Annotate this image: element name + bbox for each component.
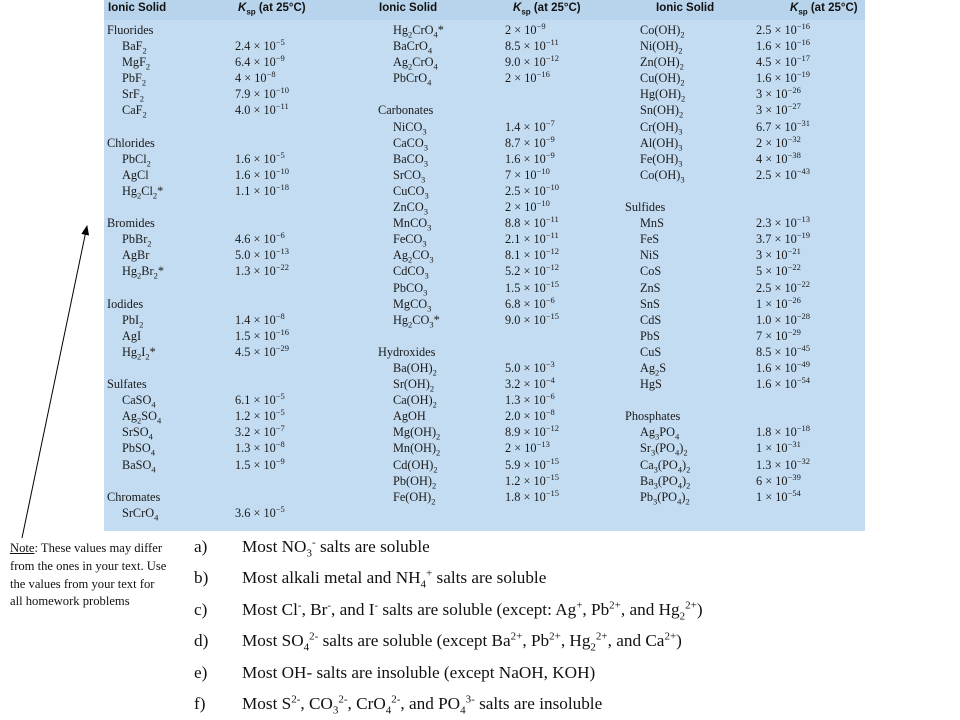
ksp-value: $4 \times 10^{-38}$	[756, 149, 801, 166]
compound-name: $Al(OH)_3$	[640, 135, 683, 153]
compound-name: CaSO$_4$	[122, 393, 156, 410]
compound-name: SrCO$_3$	[393, 167, 426, 185]
note-label: Note	[10, 541, 35, 555]
ksp-value: $7 \times 10^{-10}$	[505, 165, 550, 182]
note-body: : These values may differ from the ones in your text. Use the values from your text for all homework problems	[10, 541, 167, 609]
ksp-value: $2 \times 10^{-13}$	[505, 439, 550, 456]
ksp-value: $7 \times 10^{-29}$	[756, 326, 801, 343]
ksp-value: $2 \times 10^{-10}$	[505, 197, 550, 215]
compound-name: FeS	[640, 232, 660, 247]
category-label: Bromides	[107, 216, 155, 231]
compound-name: MgF$_2$	[122, 55, 151, 72]
ksp-value: $1.3 \times 10^{-32}$	[756, 455, 811, 472]
ksp-value: $1.5 \times 10^{-15}$	[505, 278, 560, 295]
ksp-value: $6.7 \times 10^{-31}$	[756, 117, 811, 134]
compound-name: ZnCO$_3$	[393, 200, 428, 217]
rule-letter: e)	[194, 662, 208, 682]
compound-name: CoS	[640, 264, 662, 279]
ksp-value: $9.0 \times 10^{-15}$	[505, 310, 560, 327]
ksp-value: $8.1 \times 10^{-12}$	[505, 246, 560, 263]
compound-name: CaCO$_3$	[393, 135, 428, 153]
compound-name: $Pb_3(PO_4)_2$	[640, 489, 690, 507]
compound-name: SnS	[640, 296, 660, 311]
compound-name: HgS	[640, 377, 662, 392]
ksp-value: $5 \times 10^{-22}$	[756, 262, 801, 279]
header-ionic-solid-2: Ionic Solid	[379, 2, 438, 14]
ksp-value: $3 \times 10^{-27}$	[756, 101, 801, 118]
compound-name: $Co(OH)_3$	[640, 167, 685, 185]
ksp-value: $8.5 \times 10^{-45}$	[756, 342, 811, 359]
compound-name: $Hg_2Br_2*$	[122, 264, 164, 281]
rule-text: Most $NO_3^-$ salts are soluble	[242, 536, 430, 560]
compound-name: MnS	[640, 216, 664, 231]
compound-name: $Ag_2CrO_4$	[393, 55, 438, 72]
ksp-value: $5.0 \times 10^{-3}$	[505, 358, 555, 375]
compound-name: NiCO$_3$	[393, 119, 427, 137]
compound-name: CdCO$_3$	[393, 264, 429, 281]
compound-name: AgOH	[393, 409, 426, 424]
compound-name: $Fe(OH)_3$	[640, 151, 683, 169]
compound-name: $Mg(OH)_2$	[393, 425, 441, 442]
header-ksp-1: $K_{sp}$ (at 25°C)	[238, 2, 306, 17]
ksp-value: $1.6 \times 10^{-5}$	[235, 149, 285, 166]
compound-name: PbBr$_2$	[122, 232, 152, 249]
compound-name: PbI$_2$	[122, 312, 144, 330]
compound-name: BaCO$_3$	[393, 151, 428, 169]
ksp-value: $4 \times 10^{-8}$	[235, 69, 276, 86]
ksp-value: $3.2 \times 10^{-4}$	[505, 374, 555, 392]
ksp-value: $8.7 \times 10^{-9}$	[505, 133, 555, 150]
ksp-value: $6 \times 10^{-39}$	[756, 471, 801, 488]
ksp-value: $2.5 \times 10^{-16}$	[756, 20, 811, 37]
compound-name: $Ba_3(PO_4)_2$	[640, 473, 691, 491]
ksp-value: $1.4 \times 10^{-8}$	[235, 310, 285, 327]
header-ionic-solid-1: Ionic Solid	[108, 2, 167, 14]
ksp-value: $4.0 \times 10^{-11}$	[235, 101, 289, 118]
ksp-value: $1.3 \times 10^{-6}$	[505, 391, 555, 408]
compound-name: $Ba(OH)_2$	[393, 360, 437, 378]
compound-name: BaSO$_4$	[122, 457, 156, 474]
arrow-line	[22, 226, 87, 538]
ksp-value: $2.4 \times 10^{-5}$	[235, 37, 285, 54]
ksp-value: $1 \times 10^{-31}$	[756, 439, 801, 456]
compound-name: $Mn(OH)_2$	[393, 441, 441, 458]
category-label: Carbonates	[378, 103, 434, 118]
ksp-value: $3.6 \times 10^{-5}$	[235, 503, 285, 520]
ksp-value: $3.2 \times 10^{-7}$	[235, 423, 285, 440]
compound-name: BaF$_2$	[122, 39, 147, 56]
ksp-value: $2.1 \times 10^{-11}$	[505, 230, 559, 247]
category-label: Iodides	[107, 296, 144, 311]
ksp-value: $1 \times 10^{-54}$	[756, 487, 801, 504]
ksp-value: $1.3 \times 10^{-8}$	[235, 439, 285, 456]
header-ksp-3: $K_{sp}$ (at 25°C)	[790, 2, 858, 17]
rule-text: Most OH- salts are insoluble (except NaOH, KOH)	[242, 662, 596, 682]
category-label: Hydroxides	[378, 344, 436, 359]
compound-name: $Ag_3PO_4$	[640, 425, 680, 442]
compound-name: $Sr(OH)_2$	[393, 377, 435, 394]
compound-name: $Sn(OH)_2$	[640, 103, 684, 120]
category-label: Chlorides	[107, 135, 155, 150]
header-ksp-2: $K_{sp}$ (at 25°C)	[513, 2, 581, 17]
ksp-value: $1.8 \times 10^{-18}$	[756, 423, 811, 440]
ksp-value: $1.4 \times 10^{-7}$	[505, 117, 555, 134]
rule-text: Most $S^{2-}$, $CO_3^{2-}$, CrO$_4^{2-}$, and $PO_4^{3-}$ salts are insoluble	[242, 693, 603, 717]
rule-text: Most Cl-, Br-, and I- salts are soluble (except: Ag+, $Pb^{2+}$, and $Hg_2^{2+}$)	[242, 599, 703, 623]
ksp-value: $2 \times 10^{-16}$	[505, 69, 550, 86]
category-label: Phosphates	[625, 409, 681, 424]
ksp-value: $1.5 \times 10^{-16}$	[235, 326, 290, 343]
compound-name: PbCrO$_4$	[393, 71, 432, 88]
compound-name: $Hg_2CrO_4*$	[393, 23, 444, 40]
ksp-value: $2 \times 10^{-9}$	[505, 20, 546, 37]
compound-name: $Hg_2I_2*$	[122, 344, 156, 362]
ksp-value: $2.5 \times 10^{-22}$	[756, 278, 811, 295]
compound-name: $Ni(OH)_2$	[640, 39, 683, 56]
compound-name: CuCO$_3$	[393, 183, 429, 201]
compound-name: PbCO$_3$	[393, 280, 428, 297]
ksp-value: $2 \times 10^{-32}$	[756, 133, 801, 150]
ksp-value: $1.6 \times 10^{-19}$	[756, 69, 811, 86]
compound-name: PbF$_2$	[122, 71, 147, 88]
rule-text: Most $SO_4^{2-}$ salts are soluble (except $Ba^{2+}$, $Pb^{2+}$, $Hg_2^{2+}$, and $Ca^{2+}$)	[242, 630, 682, 654]
ksp-value: $1.6 \times 10^{-10}$	[235, 165, 290, 182]
ksp-value: $1.8 \times 10^{-15}$	[505, 487, 560, 504]
compound-name: ZnS	[640, 280, 661, 295]
ksp-value: $4.6 \times 10^{-6}$	[235, 230, 285, 247]
ksp-value: $1.6 \times 10^{-16}$	[756, 37, 811, 54]
compound-name: $Hg_2Cl_2*$	[122, 183, 164, 201]
compound-name: MgCO$_3$	[393, 296, 432, 314]
compound-name: PbS	[640, 328, 660, 343]
category-label: Sulfates	[107, 377, 147, 392]
rule-letter: c)	[194, 599, 208, 619]
compound-name: AgI	[122, 328, 142, 343]
rule-letter: a)	[194, 537, 208, 556]
ksp-value: $2.0 \times 10^{-8}$	[505, 407, 555, 424]
ksp-value: $1.2 \times 10^{-15}$	[505, 471, 560, 488]
compound-name: CuS	[640, 344, 662, 359]
ksp-value: $6.1 \times 10^{-5}$	[235, 391, 285, 408]
compound-name: $Cd(OH)_2$	[393, 457, 438, 474]
ksp-value: $6.8 \times 10^{-6}$	[505, 294, 555, 311]
compound-name: PbSO$_4$	[122, 441, 155, 458]
rule-text: Most alkali metal and $NH_4^+$ salts are soluble	[242, 567, 547, 591]
compound-name: CaF$_2$	[122, 103, 147, 120]
compound-name: NiS	[640, 248, 660, 263]
ksp-value: $1.6 \times 10^{-54}$	[756, 374, 811, 392]
ksp-value: $8.5 \times 10^{-11}$	[505, 37, 559, 54]
compound-name: BaCrO$_4$	[393, 39, 433, 56]
ksp-value: $2.5 \times 10^{-10}$	[505, 181, 560, 198]
compound-name: $Hg_2CO_3*$	[393, 312, 440, 330]
category-label: Sulfides	[625, 200, 666, 215]
compound-name: $Cu(OH)_2$	[640, 71, 685, 88]
ksp-value: $1 \times 10^{-26}$	[756, 294, 801, 311]
ksp-value: $1.6 \times 10^{-49}$	[756, 358, 811, 375]
compound-name: SrF$_2$	[122, 87, 145, 104]
compound-name: $Pb(OH)_2$	[393, 473, 437, 491]
ksp-value: $2.3 \times 10^{-13}$	[756, 214, 811, 231]
header-ionic-solid-3: Ionic Solid	[656, 2, 715, 14]
compound-name: MnCO$_3$	[393, 216, 432, 233]
rule-letter: f)	[194, 693, 206, 713]
compound-name: PbCl$_2$	[122, 151, 151, 169]
ksp-value: $1.2 \times 10^{-5}$	[235, 407, 285, 424]
ksp-value: $4.5 \times 10^{-29}$	[235, 342, 290, 359]
ksp-value: $3 \times 10^{-26}$	[756, 85, 801, 102]
category-label: Chromates	[107, 489, 161, 504]
category-label: Fluorides	[107, 23, 154, 37]
compound-name: CdS	[640, 312, 662, 327]
compound-name: $Co(OH)_2$	[640, 23, 685, 40]
ksp-value: $5.2 \times 10^{-12}$	[505, 262, 560, 279]
compound-name: SrCrO$_4$	[122, 505, 159, 523]
ksp-value: $3.7 \times 10^{-19}$	[756, 230, 811, 247]
compound-name: FeCO$_3$	[393, 232, 427, 249]
rule-letter: d)	[194, 631, 209, 651]
ksp-value: $7.9 \times 10^{-10}$	[235, 85, 290, 102]
ksp-value: $8.8 \times 10^{-11}$	[505, 214, 559, 231]
ksp-value: $5.9 \times 10^{-15}$	[505, 455, 560, 472]
compound-name: $Hg(OH)_2$	[640, 87, 686, 104]
ksp-value: $1.3 \times 10^{-22}$	[235, 262, 290, 279]
compound-name: $Ag_2CO_3$	[393, 248, 434, 265]
compound-name: $Ca(OH)_2$	[393, 393, 437, 410]
ksp-value: $1.1 \times 10^{-18}$	[235, 181, 290, 198]
ksp-value: $3 \times 10^{-21}$	[756, 246, 801, 263]
ksp-value: $2.5 \times 10^{-43}$	[756, 165, 811, 182]
compound-name: AgCl	[122, 167, 149, 182]
rule-letter: b)	[194, 568, 209, 588]
ksp-value: $6.4 \times 10^{-9}$	[235, 53, 285, 70]
ksp-value: $1.6 \times 10^{-9}$	[505, 149, 555, 166]
compound-name: $Ca_3(PO_4)_2$	[640, 457, 691, 474]
compound-name: $Ag_2S$	[640, 360, 667, 378]
ksp-value: $1.5 \times 10^{-9}$	[235, 455, 285, 472]
compound-name: $Fe(OH)_2$	[393, 489, 436, 507]
ksp-value: $4.5 \times 10^{-17}$	[756, 53, 811, 70]
compound-name: SrSO$_4$	[122, 425, 153, 442]
compound-name: $Sr_3(PO_4)_2$	[640, 441, 688, 458]
ksp-value: $5.0 \times 10^{-13}$	[235, 246, 290, 263]
ksp-value: $8.9 \times 10^{-12}$	[505, 423, 560, 440]
compound-name: $Cr(OH)_3$	[640, 119, 683, 137]
ksp-value: $1.0 \times 10^{-28}$	[756, 310, 811, 327]
ksp-value: $9.0 \times 10^{-12}$	[505, 53, 560, 70]
compound-name: AgBr	[122, 248, 150, 263]
compound-name: $Ag_2SO_4$	[122, 409, 162, 426]
compound-name: $Zn(OH)_2$	[640, 55, 684, 72]
